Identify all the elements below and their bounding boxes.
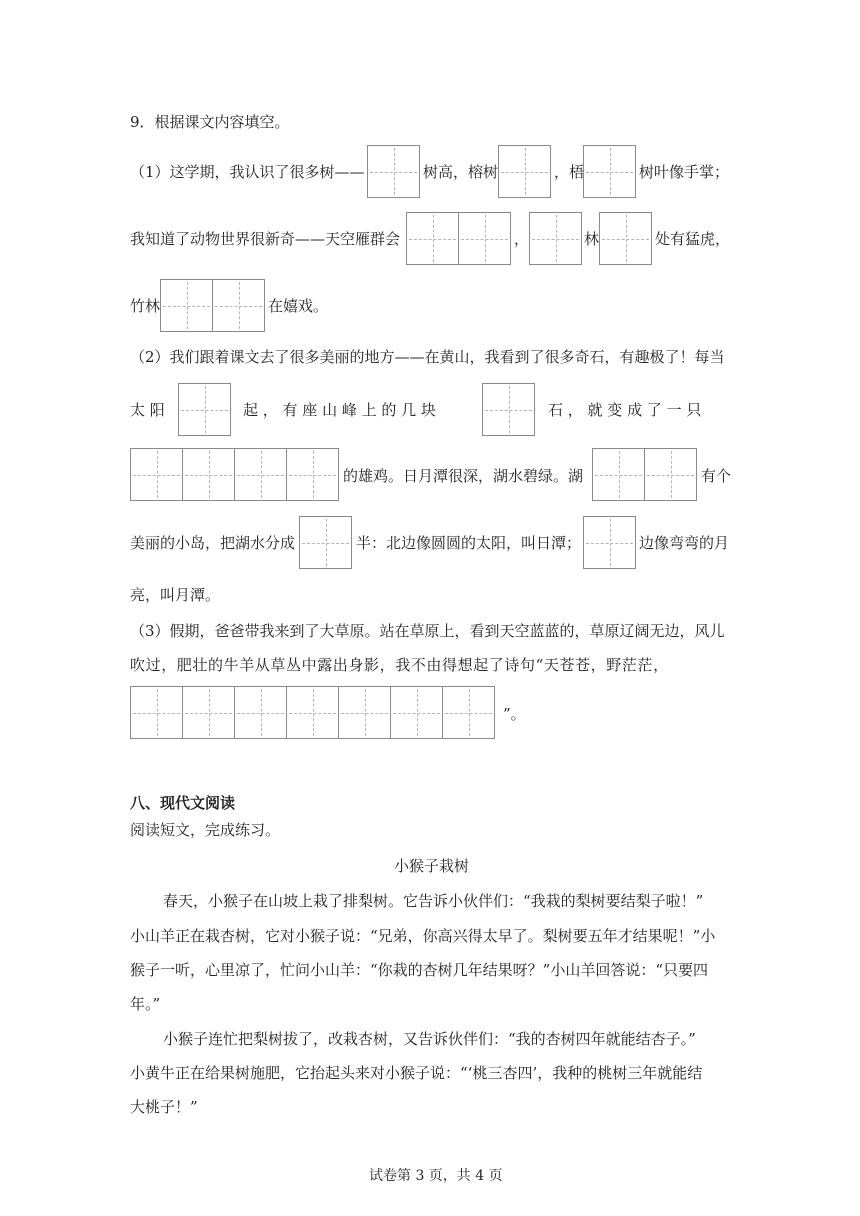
answer-grid-7[interactable] xyxy=(160,279,264,332)
q9-p3-line2: 吹过，肥壮的牛羊从草丛中露出身影，我不由得想起了诗句“天苍苍，野茫茫， xyxy=(130,656,669,674)
answer-grid-10[interactable] xyxy=(130,448,338,501)
q9-p3-line3: ”。 xyxy=(503,705,526,723)
q9-p1-line1-text-b: 树高，榕树 xyxy=(423,163,499,181)
story-line: 年。” xyxy=(130,995,161,1013)
q9-p2-line3-text-b: 有个 xyxy=(701,467,732,485)
answer-grid-8[interactable] xyxy=(178,383,230,436)
q9-p2-line1: （2）我们跟着课文去了很多美丽的地方——在黄山，我看到了很多奇石，有趣极了！每当 xyxy=(130,348,725,366)
q9-p1-line2-text-d: 处有猛虎， xyxy=(655,230,731,248)
page-footer: 试卷第 3 页，共 4 页 xyxy=(369,1168,503,1184)
q9-p2-line2-text-a: 太 阳 xyxy=(130,401,165,419)
story-line: 小山羊正在栽杏树，它对小猴子说：“兄弟，你高兴得太早了。梨树要五年才结果呢！”小 xyxy=(130,927,716,945)
story-title: 小猴子栽树 xyxy=(394,857,470,875)
answer-grid-14[interactable] xyxy=(130,686,494,739)
q9-p2-line4-text-a: 美丽的小岛，把湖水分成 xyxy=(130,534,296,552)
q9-p1-line3-text-b: 在嬉戏。 xyxy=(268,297,329,315)
story-line: 小猴子连忙把梨树拔了，改栽杏树，又告诉伙伴们：“我的杏树四年就能结杏子。” xyxy=(163,1030,696,1048)
story-line: 春天，小猴子在山坡上栽了排梨树。它告诉小伙伴们：“我栽的梨树要结梨子啦！” xyxy=(163,892,704,910)
story-line: 小黄牛正在给果树施肥，它抬起头来对小猴子说：“‘桃三杏四’，我种的桃树三年就能结 xyxy=(130,1064,703,1082)
story-line: 大桃子！” xyxy=(130,1098,198,1116)
q9-p1-line2-text-b: ， xyxy=(514,230,530,248)
answer-grid-12[interactable] xyxy=(299,516,351,569)
q9-p1-line2-text-a: 我知道了动物世界很新奇——天空雁群会 xyxy=(130,230,401,248)
q9-p2-line2-text-b: 起 ， 有 座 山 峰 上 的 几 块 xyxy=(243,401,436,419)
q9-p2-line5: 亮，叫月潭。 xyxy=(130,586,221,604)
answer-grid-13[interactable] xyxy=(583,516,635,569)
q9-p2-line4-text-b: 半：北边像圆圆的太阳，叫日潭； xyxy=(356,534,582,552)
question-9-title: 9．根据课文内容填空。 xyxy=(130,113,290,131)
answer-grid-9[interactable] xyxy=(482,383,534,436)
q9-p1-line3-text-a: 竹林 xyxy=(130,297,161,315)
answer-grid-11[interactable] xyxy=(592,448,696,501)
answer-grid-4[interactable] xyxy=(406,212,510,265)
q9-p1-line1-text-c: ，梧 xyxy=(554,163,585,181)
q9-p2-line2-text-c: 石 ， 就 变 成 了 一 只 xyxy=(548,401,702,419)
q9-p1-line2-text-c: 林 xyxy=(584,230,600,248)
q9-p2-line3-text-a: 的雄鸡。日月潭很深，湖水碧绿。湖 xyxy=(343,467,584,485)
answer-grid-2[interactable] xyxy=(498,145,550,198)
answer-grid-5[interactable] xyxy=(529,212,581,265)
q9-p3-line1: （3）假期，爸爸带我来到了大草原。站在草原上，看到天空蓝蓝的，草原辽阔无边，风儿 xyxy=(130,622,725,640)
answer-grid-6[interactable] xyxy=(599,212,651,265)
q9-p1-line1-text-d: 树叶像手掌； xyxy=(639,163,730,181)
q9-p2-line4-text-c: 边像弯弯的月 xyxy=(639,534,730,552)
q9-p1-line1-text-a: （1）这学期，我认识了很多树—— xyxy=(130,163,365,181)
section-8-heading: 八、现代文阅读 xyxy=(130,794,236,812)
section-8-instruction: 阅读短文，完成练习。 xyxy=(130,821,281,839)
answer-grid-3[interactable] xyxy=(583,145,635,198)
story-line: 猴子一听，心里凉了，忙问小山羊：“你栽的杏树几年结果呀？”小山羊回答说：“只要四 xyxy=(130,961,709,979)
answer-grid-1[interactable] xyxy=(367,145,419,198)
